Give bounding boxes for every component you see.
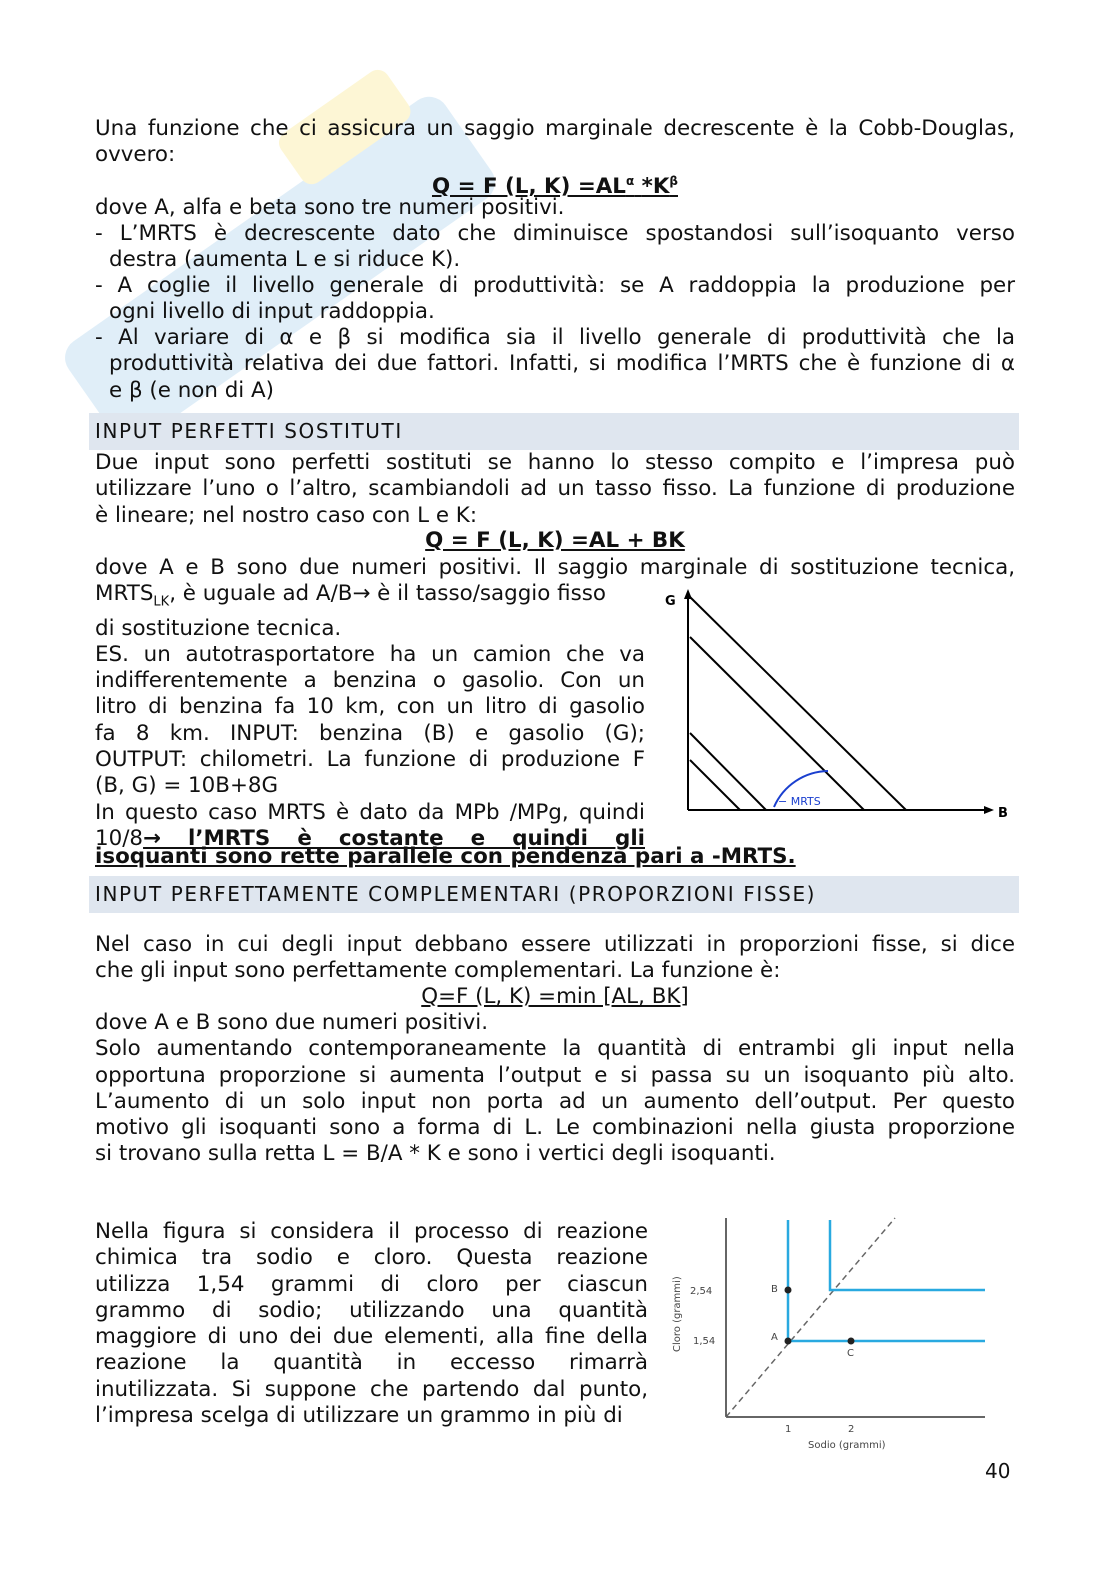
- isoquant-line: [690, 760, 740, 810]
- min-formula: Q=F (L, K) =min [AL, BK]: [421, 984, 689, 1009]
- point-c: [848, 1338, 855, 1345]
- point-label: A: [771, 1332, 778, 1343]
- x-tick-label: 2: [848, 1424, 855, 1435]
- point-label: C: [847, 1348, 854, 1359]
- y-axis-label: G: [665, 594, 676, 609]
- bullet-item: - A coglie il livello generale di produttività: se A raddoppia la produzione per ogni livello di input raddoppia.: [95, 273, 1015, 325]
- cobb-douglas-formula: Q = F (L, $K) =AL^\alpha$ $*K^\beta$: [431, 174, 678, 200]
- complements-explanation: dove A e B sono due numeri positivi. Solo aumentando contemporaneamente la quantità di entrambi gli input nella opportuna proporzione si aumenta l’output e si passa su un isoquanto più alto. L’aumento di un solo input non porta ad un aumento dell’output. Per questo motivo gli isoquanti sono a forma di L. Le combinazioni nella giusta proporzione si trovano sulla retta L = B/A * K e sono i vertici degli isoquanti.: [95, 1010, 1015, 1167]
- mrts-label: − MRTS: [778, 795, 821, 808]
- isoquant-line: [690, 637, 864, 810]
- page-number: 40: [985, 1459, 1011, 1483]
- y-tick-label: 2,54: [690, 1286, 713, 1297]
- intro-paragraph: [95, 116, 1015, 169]
- isoquant-line: [690, 597, 906, 810]
- text-line: isoquanti sono rette parallele con pendenza pari a -MRTS.: [95, 844, 796, 869]
- perfect-substitutes-diagram: [660, 585, 1020, 825]
- section-heading: INPUT PERFETTAMENTE COMPLEMENTARI (PROPORZIONI FISSE): [89, 876, 1019, 913]
- x-axis-label: Sodio (grammi): [808, 1440, 886, 1451]
- x-axis-label: B: [998, 806, 1008, 821]
- substitutes-paragraph: Due input sono perfetti sostituti se hanno lo stesso compito e l’impresa può utilizzare l’uno o l’altro, scambiandoli ad un tasso fisso. La funzione di produzione è lineare; nel nostro caso con L e K:: [95, 450, 1015, 528]
- bullet-item: - L’MRTS è decrescente dato che diminuisce spostandosi sull’isoquanto verso destra (aumenta L e si riduce K).: [95, 221, 1015, 273]
- bullet-item: - Al variare di α e β si modifica sia il livello generale di produttività che la produttività relativa dei due fattori. Infatti, si modifica l’MRTS che è funzione di α e β (e non di A): [95, 325, 1015, 403]
- perfect-complements-diagram: [660, 1210, 1000, 1460]
- point-b: [785, 1287, 792, 1294]
- example-paragraph: $MRTS_{LK}$, è uguale ad A/B→ è il tasso/saggio fisso di sostituzione tecnica. ES. un autotrasportatore ha un camion che va indifferentemente a benzina o gasolio. Con un litro di benzina fa 10 km, con un litro di gasolio fa 8 km. INPUT: benzina (B) e gasolio (G); OUTPUT: chilometri. La funzione di produzione F (B, G) = 10B+8G In questo caso MRTS è dato da MPb /MPg, quindi 10/8→ l’MRTS è costante e quindi gli: [95, 581, 645, 851]
- isoquant-lower: [788, 1220, 985, 1341]
- x-axis-arrow: [984, 806, 994, 814]
- complements-paragraph: Nel caso in cui degli input debbano essere utilizzati in proporzioni fisse, si dice che gli input sono perfettamente complementari. La funzione è:: [95, 932, 1015, 984]
- y-axis-label: Cloro (grammi): [672, 1276, 683, 1352]
- point-label: B: [771, 1284, 778, 1295]
- x-tick-label: 1: [785, 1424, 792, 1435]
- text-line: Una funzione che ci assicura un saggio marginale decrescente è la Cobb-Douglas,: [95, 116, 1015, 141]
- point-a: [785, 1338, 792, 1345]
- text-line: dove A e B sono due numeri positivi. Il saggio marginale di sostituzione tecnica,: [95, 555, 1015, 580]
- text-line: ovvero:: [95, 142, 176, 168]
- linear-formula: Q = F (L, K) =AL + BK: [425, 528, 685, 553]
- text-line: dove A, alfa e beta sono tre numeri positivi.: [95, 195, 565, 220]
- section-heading: INPUT PERFETTI SOSTITUTI: [89, 413, 1019, 450]
- expansion-ray: [726, 1218, 895, 1417]
- y-tick-label: 1,54: [693, 1336, 716, 1347]
- sodium-chlorine-paragraph: Nella figura si considera il processo di reazione chimica tra sodio e cloro. Questa reazione utilizza 1,54 grammi di cloro per ciascun grammo di sodio; utilizzando una quantità maggiore di uno dei due elementi, alla fine della reazione la quantità in eccesso rimarrà inutilizzata. Si suppone che partendo dal punto, l’impresa scelga di utilizzare un grammo in più di: [95, 1219, 648, 1429]
- isoquant-upper: [830, 1220, 985, 1290]
